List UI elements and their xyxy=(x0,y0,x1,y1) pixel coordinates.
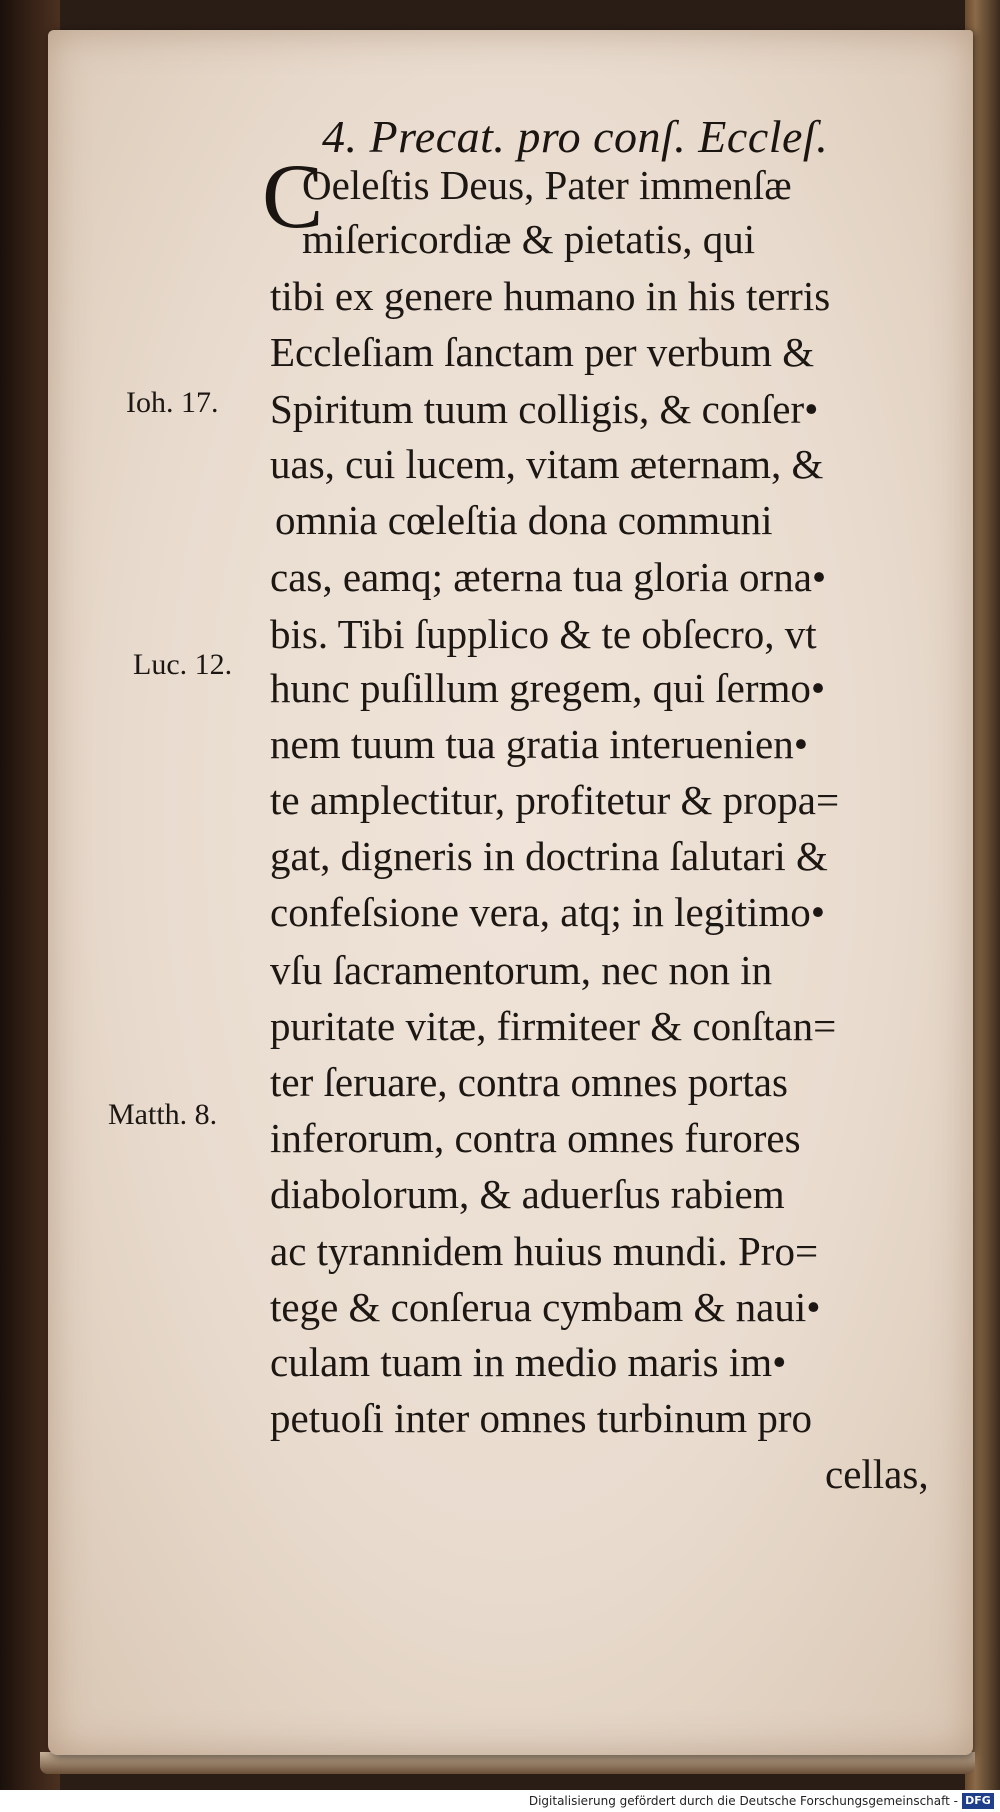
digitization-footer xyxy=(0,1790,1000,1812)
margin-note-matth: Matth. 8. xyxy=(108,1098,218,1131)
dfg-logo-icon: DFG xyxy=(962,1793,994,1809)
text-line: Eccleſiam ſanctam per verbum & xyxy=(270,329,815,375)
text-line: cas, eamq; æterna tua gloria orna• xyxy=(270,554,827,600)
text-line: uas, cui lucem, vitam æternam, & xyxy=(270,441,824,487)
text-line: vſu ſacramentorum, nec non in xyxy=(270,947,773,993)
text-line: tege & conſerua cymbam & naui• xyxy=(270,1284,821,1330)
text-line: puritate vitæ, firmiteer & conſtan= xyxy=(270,1003,837,1049)
page-bottom-edge xyxy=(40,1752,975,1774)
text-line: cellas, xyxy=(825,1451,929,1497)
text-line: omnia cœleſtia dona communi xyxy=(275,497,773,543)
text-line: nem tuum tua gratia interuenien• xyxy=(270,721,809,767)
text-line: Spiritum tuum colligis, & conſer• xyxy=(270,386,819,432)
text-line: tibi ex genere humano in his terris xyxy=(270,273,831,319)
margin-note-joh: Ioh. 17. xyxy=(126,386,219,419)
running-header: 4. Precat. pro conſ. Eccleſ. xyxy=(322,111,829,162)
drop-capital: C xyxy=(262,145,324,247)
text-line: hunc puſillum gregem, qui ſermo• xyxy=(270,665,826,711)
text-line: ac tyrannidem huius mundi. Pro= xyxy=(270,1228,819,1274)
text-line: inferorum, contra omnes furores xyxy=(270,1115,801,1161)
margin-note-luc: Luc. 12. xyxy=(133,648,233,681)
text-line: bis. Tibi ſupplico & te obſecro, vt xyxy=(270,611,817,657)
text-line: ter ſeruare, contra omnes portas xyxy=(270,1059,788,1105)
footer-credit: Digitalisierung gefördert durch die Deutsche Forschungsgemeinschaft - xyxy=(528,1794,958,1808)
text-line: te amplectitur, profitetur & propa= xyxy=(270,777,840,823)
text-line: confeſsione vera, atq; in legitimo• xyxy=(270,889,826,935)
text-line: diabolorum, & aduerſus rabiem xyxy=(270,1171,785,1217)
text-line: culam tuam in medio maris im• xyxy=(270,1339,787,1385)
text-line: Oeleſtis Deus, Pater immenſæ xyxy=(302,162,792,208)
text-line: petuoſi inter omnes turbinum pro xyxy=(270,1395,813,1441)
text-line: miſericordiæ & pietatis, qui xyxy=(302,216,756,262)
text-line: gat, digneris in doctrina ſalutari & xyxy=(270,833,828,879)
